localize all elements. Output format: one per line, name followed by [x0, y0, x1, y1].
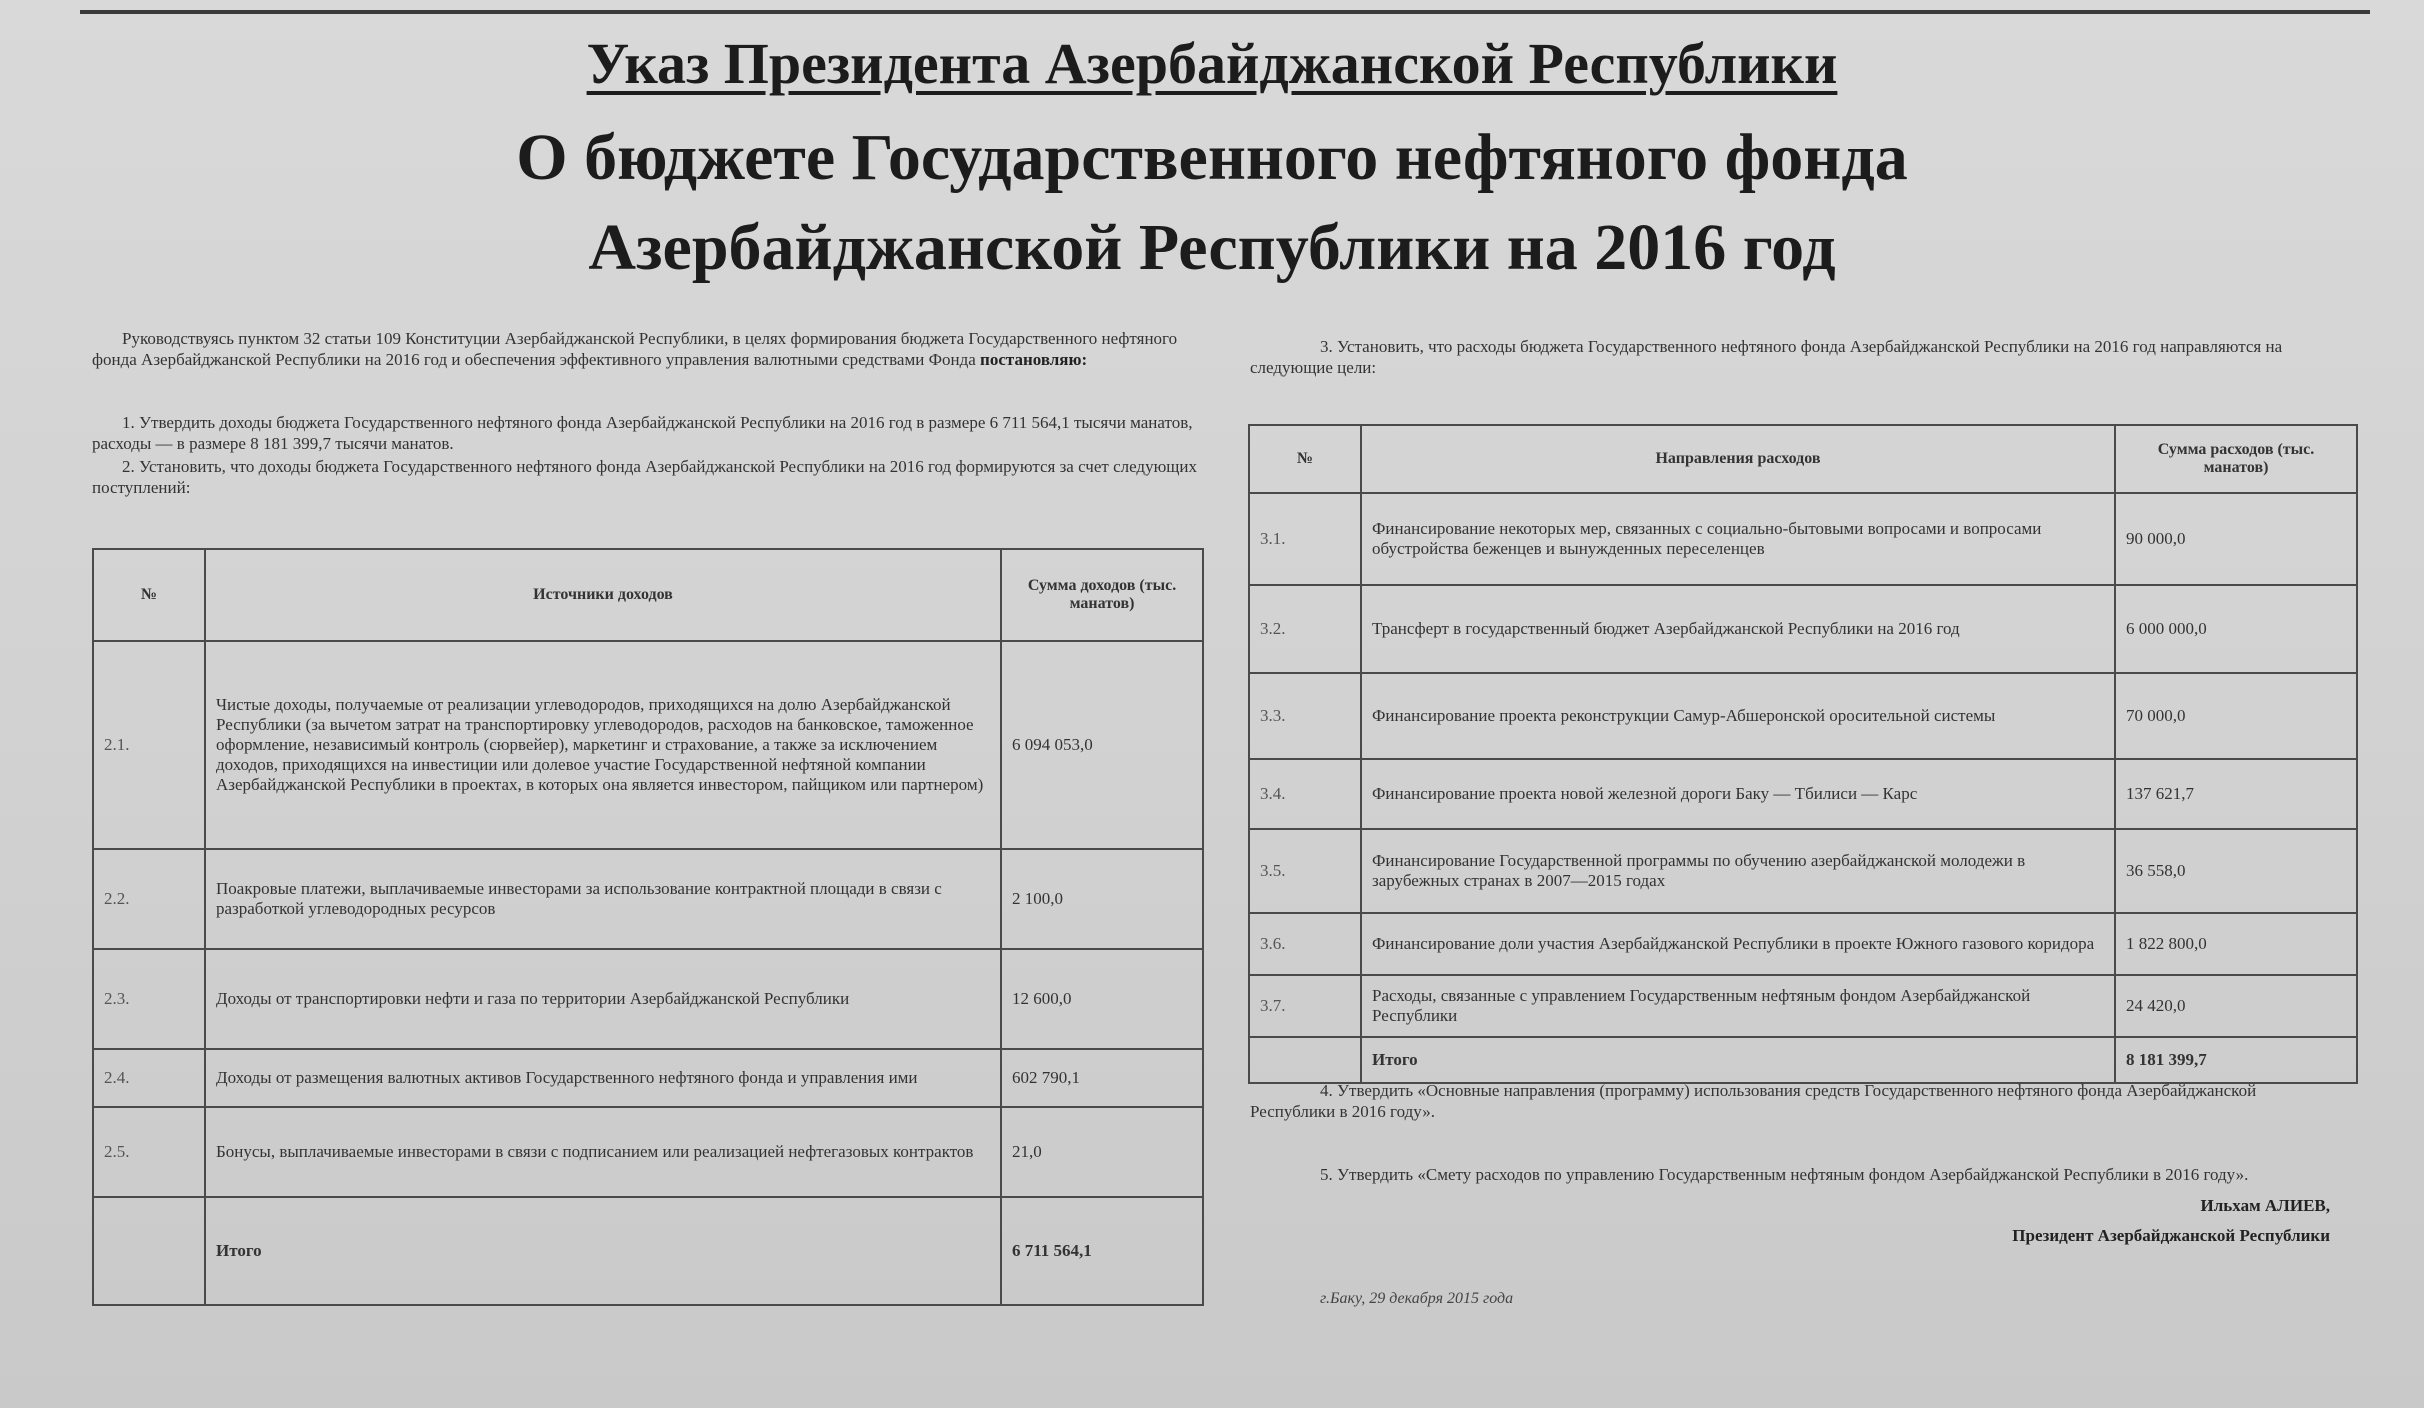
row-amount: 12 600,0: [1001, 949, 1203, 1049]
row-number: 3.2.: [1249, 585, 1361, 673]
table-row: [1249, 585, 2357, 673]
total-number: [1249, 1037, 1361, 1083]
expense-col-purpose: Направления расходов: [1361, 425, 2115, 493]
table-row: [93, 849, 1203, 949]
row-purpose: Расходы, связанные с управлением Государственным нефтяным фондом Азербайджанской Республики: [1361, 975, 2115, 1037]
expense-col-amount: Сумма расходов (тыс. манатов): [2115, 425, 2357, 493]
row-number: 2.5.: [93, 1107, 205, 1197]
row-number: 3.7.: [1249, 975, 1361, 1037]
table-row: [1249, 673, 2357, 759]
row-number: 2.4.: [93, 1049, 205, 1107]
total-label: Итого: [1361, 1037, 2115, 1083]
intro-text: Руководствуясь пунктом 32 статьи 109 Конституции Азербайджанской Республики, в целях формирования бюджета Государственного нефтяного фонда Азербайджанской Республики на 2016 год и обеспечения эффективного управления валютными средствами Фонда: [92, 329, 1178, 369]
row-amount: 137 621,7: [2115, 759, 2357, 829]
row-amount: 6 094 053,0: [1001, 641, 1203, 849]
total-amount: 6 711 564,1: [1001, 1197, 1203, 1305]
expense-header-row: [1249, 425, 2357, 493]
row-purpose: Финансирование доли участия Азербайджанской Республики в проекте Южного газового коридора: [1361, 913, 2115, 975]
row-purpose: Финансирование проекта новой железной дороги Баку — Тбилиси — Карс: [1361, 759, 2115, 829]
row-amount: 1 822 800,0: [2115, 913, 2357, 975]
income-col-source: Источники доходов: [205, 549, 1001, 641]
row-amount: 21,0: [1001, 1107, 1203, 1197]
income-header-row: [93, 549, 1203, 641]
row-amount: 602 790,1: [1001, 1049, 1203, 1107]
income-table: [92, 548, 1204, 1306]
title-line-2: Азербайджанской Республики на 2016 год: [588, 211, 1836, 284]
paragraph-4: 4. Утвердить «Основные направления (программу) использования средств Государственного нефтяного фонда Азербайджанской Республики в 2016 году».: [1250, 1081, 2257, 1121]
table-row: [93, 641, 1203, 849]
expense-col-num: №: [1249, 425, 1361, 493]
row-source: Бонусы, выплачиваемые инвесторами в связи с подписанием или реализацией нефтегазовых контрактов: [205, 1107, 1001, 1197]
row-number: 3.6.: [1249, 913, 1361, 975]
table-row: [1249, 913, 2357, 975]
title-line-1: О бюджете Государственного нефтяного фонда: [516, 121, 1908, 194]
total-label: Итого: [205, 1197, 1001, 1305]
intro-paragraph: [92, 328, 1222, 370]
row-amount: 24 420,0: [2115, 975, 2357, 1037]
table-row: [1249, 493, 2357, 585]
paragraph-5: 5. Утвердить «Смету расходов по управлению Государственным нефтяным фондом Азербайджанской Республики в 2016 году».: [1320, 1165, 2249, 1184]
table-row: [93, 949, 1203, 1049]
decree-heading: Указ Президента Азербайджанской Республики: [586, 31, 1838, 96]
row-purpose: Трансферт в государственный бюджет Азербайджанской Республики на 2016 год: [1361, 585, 2115, 673]
table-row: [1249, 829, 2357, 913]
income-total-row: [93, 1197, 1203, 1305]
total-number: [93, 1197, 205, 1305]
table-row: [93, 1049, 1203, 1107]
row-amount: 36 558,0: [2115, 829, 2357, 913]
row-number: 3.1.: [1249, 493, 1361, 585]
expense-total-row: [1249, 1037, 2357, 1083]
date-line: г.Баку, 29 декабря 2015 года: [1320, 1290, 1514, 1307]
intro-bold: постановляю:: [980, 350, 1088, 369]
row-purpose: Финансирование Государственной программы по обучению азербайджанской молодежи в зарубежных странах в 2007—2015 годах: [1361, 829, 2115, 913]
income-col-amount: Сумма доходов (тыс. манатов): [1001, 549, 1203, 641]
paragraph-2: 2. Установить, что доходы бюджета Государственного нефтяного фонда Азербайджанской Республики на 2016 год формируются за счет следующих поступлений:: [92, 457, 1197, 497]
row-number: 3.5.: [1249, 829, 1361, 913]
row-source: Доходы от транспортировки нефти и газа по территории Азербайджанской Республики: [205, 949, 1001, 1049]
row-number: 2.1.: [93, 641, 205, 849]
row-source: Чистые доходы, получаемые от реализации углеводородов, приходящихся на долю Азербайджанской Республики (за вычетом затрат на транспортировку углеводородов, расходов на банковское, таможенное оформление, независимый контроль (сюрвейер), маркетинг и страхование, а также за исключением доходов, приходящихся на инвестиции или долевое участие Государственной нефтяной компании Азербайджанской Республики в проектах, в которых она является инвестором, пайщиком или партнером): [205, 641, 1001, 849]
table-row: [1249, 759, 2357, 829]
table-row: [1249, 975, 2357, 1037]
row-source: Поакровые платежи, выплачиваемые инвесторами за использование контрактной площади в связи с разработкой углеводородных ресурсов: [205, 849, 1001, 949]
income-col-num: №: [93, 549, 205, 641]
table-row: [93, 1107, 1203, 1197]
top-rule: [80, 10, 2370, 14]
expense-table: [1248, 424, 2358, 1084]
row-number: 3.3.: [1249, 673, 1361, 759]
paragraph-1: 1. Утвердить доходы бюджета Государственного нефтяного фонда Азербайджанской Республики на 2016 год в размере 6 711 564,1 тысячи манатов, расходы — в размере 8 181 399,7 тысячи манатов.: [92, 413, 1193, 453]
row-number: 2.3.: [93, 949, 205, 1049]
row-number: 2.2.: [93, 849, 205, 949]
row-amount: 70 000,0: [2115, 673, 2357, 759]
signer-name: Ильхам АЛИЕВ,: [2200, 1196, 2330, 1215]
row-amount: 90 000,0: [2115, 493, 2357, 585]
total-amount: 8 181 399,7: [2115, 1037, 2357, 1083]
paragraph-3: 3. Установить, что расходы бюджета Государственного нефтяного фонда Азербайджанской Республики на 2016 год направляются на следующие цели:: [1250, 337, 2283, 377]
row-source: Доходы от размещения валютных активов Государственного нефтяного фонда и управления ими: [205, 1049, 1001, 1107]
row-number: 3.4.: [1249, 759, 1361, 829]
row-amount: 2 100,0: [1001, 849, 1203, 949]
row-amount: 6 000 000,0: [2115, 585, 2357, 673]
signer-title: Президент Азербайджанской Республики: [2012, 1226, 2330, 1245]
row-purpose: Финансирование проекта реконструкции Самур-Абшеронской оросительной системы: [1361, 673, 2115, 759]
row-purpose: Финансирование некоторых мер, связанных с социально-бытовыми вопросами и вопросами обустройства беженцев и вынужденных переселенцев: [1361, 493, 2115, 585]
